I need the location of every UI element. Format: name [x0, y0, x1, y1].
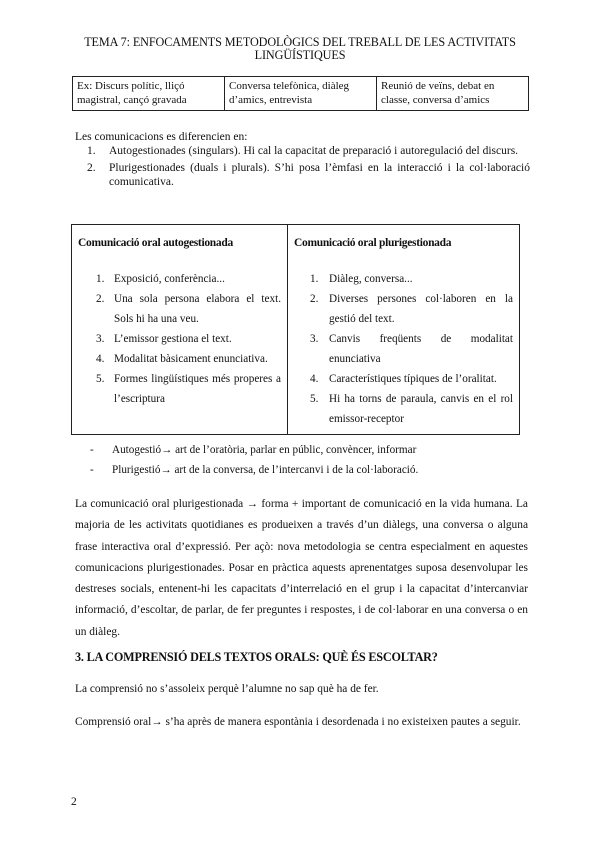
list-item	[75, 161, 530, 189]
section-paragraph-2: Comprensió oral→ s’ha après de manera espontània i desordenada i no existeixen pautes a seguir.	[75, 716, 521, 728]
list-item	[90, 440, 530, 460]
column-heading: Comunicació oral plurigestionada	[294, 237, 452, 249]
list-number: 3.	[96, 333, 105, 345]
list-text: Característiques típiques de l’oralitat.	[329, 373, 497, 385]
list-text: Exposició, conferència...	[114, 273, 225, 285]
list-item	[90, 460, 530, 480]
list-text: Plurigestió→ art de la conversa, de l’intercanvi i de la col·laboració.	[112, 464, 419, 476]
page-header: TEMA 7: ENFOCAMENTS METODOLÒGICS DEL TREBALL DE LES ACTIVITATS LINGÜÍSTIQUES	[84, 35, 516, 62]
list-number: 1.	[87, 145, 96, 157]
list-item	[288, 269, 519, 289]
intro-list	[75, 144, 530, 189]
column-list	[288, 269, 519, 429]
intro-lead: Les comunicacions es diferencien en:	[75, 131, 248, 143]
list-text: Una sola persona elabora el text. Sols hi ha una veu.	[114, 293, 281, 325]
list-number: 5.	[310, 393, 319, 405]
list-item	[72, 289, 287, 329]
list-number: 4.	[310, 373, 319, 385]
list-number: 1.	[310, 273, 319, 285]
autogestionada-column	[72, 225, 287, 434]
dash-list	[90, 440, 530, 480]
list-text: L’emissor gestiona el text.	[114, 333, 232, 345]
table-row	[73, 77, 529, 111]
list-item	[288, 389, 519, 429]
list-text: Canvis freqüents de modalitat enunciativa	[329, 333, 513, 365]
list-text: Diàleg, conversa...	[329, 273, 413, 285]
examples-table	[72, 76, 529, 111]
list-item	[72, 369, 287, 409]
section-paragraph-1: La comprensió no s’assoleix perquè l’alumne no sap què ha de fer.	[75, 683, 379, 695]
list-number: 2.	[310, 293, 319, 305]
intro-section	[75, 130, 530, 192]
section-heading: 3. LA COMPRENSIÓ DELS TEXTOS ORALS: QUÈ ÉS ESCOLTAR?	[75, 650, 438, 664]
list-number: 5.	[96, 373, 105, 385]
list-number: 1.	[96, 273, 105, 285]
list-item	[72, 269, 287, 289]
dash-mark: -	[90, 444, 94, 456]
list-item	[72, 349, 287, 369]
list-item	[72, 329, 287, 349]
list-text: Diverses persones col·laboren en la gestió del text.	[329, 293, 513, 325]
list-item	[288, 289, 519, 329]
example-cell-monologue: Ex: Discurs polític, lliçó magistral, cançó gravada	[73, 77, 225, 111]
list-number: 2.	[87, 162, 96, 174]
column-heading: Comunicació oral autogestionada	[78, 237, 233, 249]
list-text: Modalitat bàsicament enunciativa.	[114, 353, 268, 365]
body-paragraph: La comunicació oral plurigestionada → forma + important de comunicació en la vida humana. La majoria de les activitats quotidianes es produeixen a través d’un diàlegs, una conversa o alguna frase interactiva oral d’expressió. Per açò: nova metodologia se centra especialment en aquestes comunicacions plurigestionades. Posar en pràctica aquests aprenentatges suposa desenvolupar les destreses socials, entenent-hi les capacitats d’interrelació en el grup i la capacitat d’intercanviar informació, d’escoltar, de parlar, de fer preguntes i respostes, i de col·laborar en una conversa o en un diàleg.	[75, 498, 528, 638]
dash-mark: -	[90, 464, 94, 476]
list-text: Hi ha torns de paraula, canvis en el rol emissor-receptor	[329, 393, 513, 425]
column-list	[72, 269, 287, 409]
list-item	[288, 369, 519, 389]
plurigestionada-column	[287, 225, 519, 434]
list-text: Formes lingüístiques més properes a l’escriptura	[114, 373, 281, 405]
list-text: Autogestionades (singulars). Hi cal la capacitat de preparació i autoregulació del discurs.	[109, 145, 519, 157]
list-number: 3.	[310, 333, 319, 345]
list-item	[75, 144, 530, 158]
list-number: 2.	[96, 293, 105, 305]
list-text: Plurigestionades (duals i plurals). S’hi posa l’èmfasi en la interacció i la col·laboració comunicativa.	[109, 162, 530, 188]
list-item	[288, 329, 519, 369]
list-text: Autogestió→ art de l’oratòria, parlar en públic, convèncer, informar	[112, 444, 417, 456]
comparison-table	[71, 224, 520, 435]
list-number: 4.	[96, 353, 105, 365]
example-cell-dialogue: Conversa telefònica, diàleg d’amics, entrevista	[225, 77, 377, 111]
example-cell-group: Reunió de veïns, debat en classe, conversa d’amics	[377, 77, 529, 111]
page-number: 2	[71, 796, 77, 808]
